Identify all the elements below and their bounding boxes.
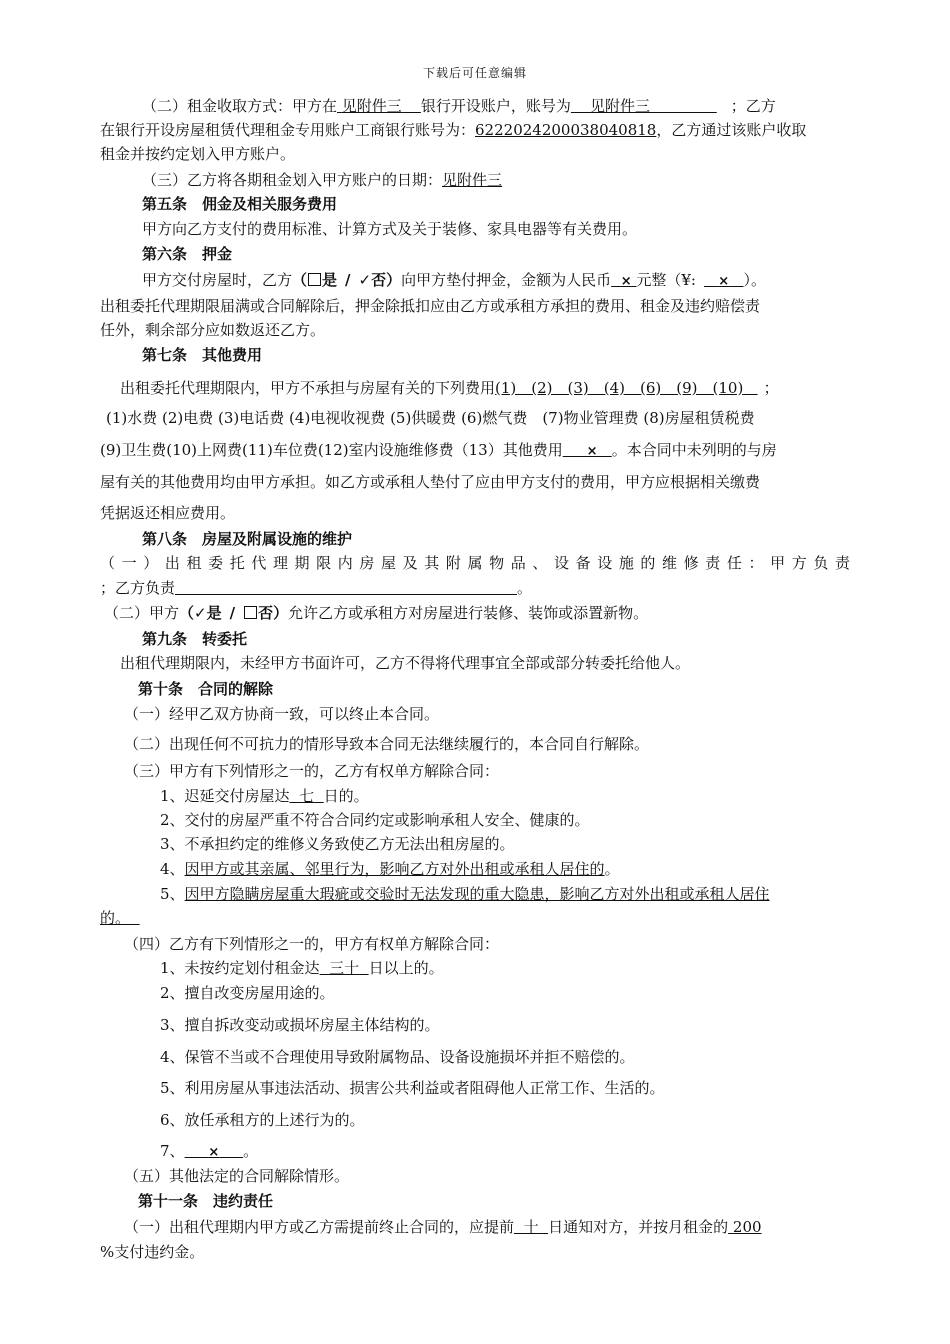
check-mark-icon: ✓: [358, 271, 372, 289]
article-11-title: 第十一条 违约责任: [138, 1192, 274, 1210]
article-6-line-3: 任外，剩余部分应如数返还乙方。: [100, 321, 326, 339]
article-6-title: 第六条 押金: [142, 245, 233, 263]
article-9-text: 出租代理期限内，未经甲方书面许可，乙方不得将代理事宜全部或部分转委托给他人。: [120, 654, 691, 672]
other-case-value: ×: [208, 1145, 220, 1160]
article-11-line-2: %支付违约金。: [100, 1243, 205, 1261]
article-6-line-2: 出租委托代理期限届满或合同解除后，押金除抵扣应由乙方或承租方承担的费用、租金及违约赔偿责: [100, 297, 761, 315]
article-10-title: 第十条 合同的解除: [138, 680, 274, 698]
article-10-p4-item-7: 7、 × 。: [160, 1142, 259, 1160]
article-8-line-2: ；乙方负责 。: [100, 579, 533, 597]
deposit-amount: ×: [620, 274, 632, 289]
check-mark-icon: ✓: [194, 604, 207, 622]
penalty-percent-value: 200: [732, 1218, 762, 1236]
rent-date-line: （三）乙方将各期租金划入甲方账户的日期：见附件三: [142, 171, 503, 189]
article-10-p3-item-5: 5、因甲方隐瞒房屋重大瑕疵或交验时无法发现的重大隐患，影响乙方对外出租或承租人居住: [160, 885, 770, 903]
article-10-p3-item-3: 3、不承担约定的维修义务致使乙方无法出租房屋的。: [160, 835, 515, 853]
article-10-p5: （五）其他法定的合同解除情形。: [124, 1167, 350, 1185]
yes-checkbox: [308, 273, 321, 286]
article-8-line-1: （一）出租委托代理期限内房屋及其附属物品、设备设施的维修责任：甲方负责: [100, 554, 850, 572]
rent-date-value: 见附件三: [442, 171, 503, 189]
article-10-p4-item-6: 6、放任承租方的上述行为的。: [160, 1111, 365, 1129]
page-header: 下载后可任意编辑: [422, 66, 527, 80]
article-9-title: 第九条 转委托: [142, 630, 248, 648]
deposit-amount-figure: ×: [718, 274, 730, 289]
article-7-fee-list-2: (9)卫生费(10)上网费(11)车位费(12)室内设施维修费（13）其他费用 × 。本合同中未列明的与房: [100, 441, 777, 459]
article-10-p4: （四）乙方有下列情形之一的，甲方有权单方解除合同：: [124, 935, 500, 953]
article-8-title: 第八条 房屋及附属设施的维护: [142, 530, 353, 548]
article-5-title: 第五条 佣金及相关服务费用: [142, 195, 338, 213]
article-10-p4-item-4: 4、保管不当或不合理使用导致附属物品、设备设施损坏并拒不赔偿的。: [160, 1048, 635, 1066]
article-10-p4-item-5: 5、利用房屋从事违法活动、损害公共利益或者阻碍他人正常工作、生活的。: [160, 1079, 665, 1097]
article-7-line-4: 屋有关的其他费用均由甲方承担。如乙方或承租人垫付了应由甲方支付的费用，甲方应根据相关缴费: [100, 473, 761, 491]
article-7-fee-list-1: (1)水费 (2)电费 (3)电话费 (4)电视收视费 (5)供暖费 (6)燃气费 (7)物业管理费 (8)房屋租赁税费: [106, 409, 755, 427]
article-10-p4-item-2: 2、擅自改变房屋用途的。: [160, 984, 335, 1002]
article-10-p3: （三）甲方有下列情形之一的，乙方有权单方解除合同：: [124, 762, 500, 780]
article-7-line-5: 凭据返还相应费用。: [100, 504, 236, 522]
article-10-p3-item-5-cont: 的。: [100, 909, 131, 927]
article-8-line-3: （二）甲方（✓是 / 否）允许乙方或承租方对房屋进行装修、装饰或添置新物。: [104, 604, 649, 622]
other-fees-value: ×: [586, 444, 598, 459]
rent-method-line-2: 在银行开设房屋租赁代理租金专用账户工商银行账号为：6222024200038040818，乙方通过该账户收取: [100, 121, 807, 139]
article-7-line-1: 出租委托代理期限内，甲方不承担与房屋有关的下列费用(1) (2) (3) (4) (6) (9) (10) ；: [120, 379, 779, 397]
article-10-p3-item-4: 4、因甲方或其亲属、邻里行为，影响乙方对外出租或承租人居住的。: [160, 860, 620, 878]
account-value: 见附件三: [589, 97, 650, 115]
rent-method-line-1: （二）租金收取方式：甲方在 见附件三 银行开设账户，账号为 见附件三 ；乙方: [142, 97, 776, 115]
rent-method-line-3: 租金并按约定划入甲方账户。: [100, 145, 296, 163]
article-6-line-1: 甲方交付房屋时，乙方（ 是 / ✓否）向甲方垫付押金，金额为人民币 × 元整（¥: × ）。: [142, 271, 767, 289]
article-10-p3-item-1: 1、迟延交付房屋达 七 日的。: [160, 787, 369, 805]
yifang-account-value: 6222024200038040818: [475, 121, 657, 139]
no-checkbox: [244, 606, 257, 619]
article-10-p1: （一）经甲乙双方协商一致，可以终止本合同。: [124, 705, 440, 723]
yifang-responsibility-blank: [175, 578, 517, 595]
article-5-text: 甲方向乙方支付的费用标准、计算方式及关于装修、家具电器等有关费用。: [142, 220, 638, 238]
article-11-line-1: （一）出租代理期内甲方或乙方需提前终止合同的，应提前 十 日通知对方，并按月租金的 200: [124, 1218, 762, 1236]
bank-value: 见附件三: [341, 97, 402, 115]
overdue-days-value: 三十: [329, 959, 360, 977]
article-10-p3-item-2: 2、交付的房屋严重不符合合同约定或影响承租人安全、健康的。: [160, 811, 590, 829]
excluded-fees-list: (1) (2) (3) (4) (6) (9) (10): [495, 379, 744, 397]
article-10-p2: （二）出现任何不可抗力的情形导致本合同无法继续履行的，本合同自行解除。: [124, 735, 650, 753]
article-10-p4-item-3: 3、擅自拆改变动或损坏房屋主体结构的。: [160, 1016, 440, 1034]
delay-days-value: 七: [299, 787, 315, 805]
notice-days-value: 十: [523, 1218, 539, 1236]
article-7-title: 第七条 其他费用: [142, 346, 263, 364]
article-10-p4-item-1: 1、未按约定划付租金达 三十 日以上的。: [160, 959, 444, 977]
